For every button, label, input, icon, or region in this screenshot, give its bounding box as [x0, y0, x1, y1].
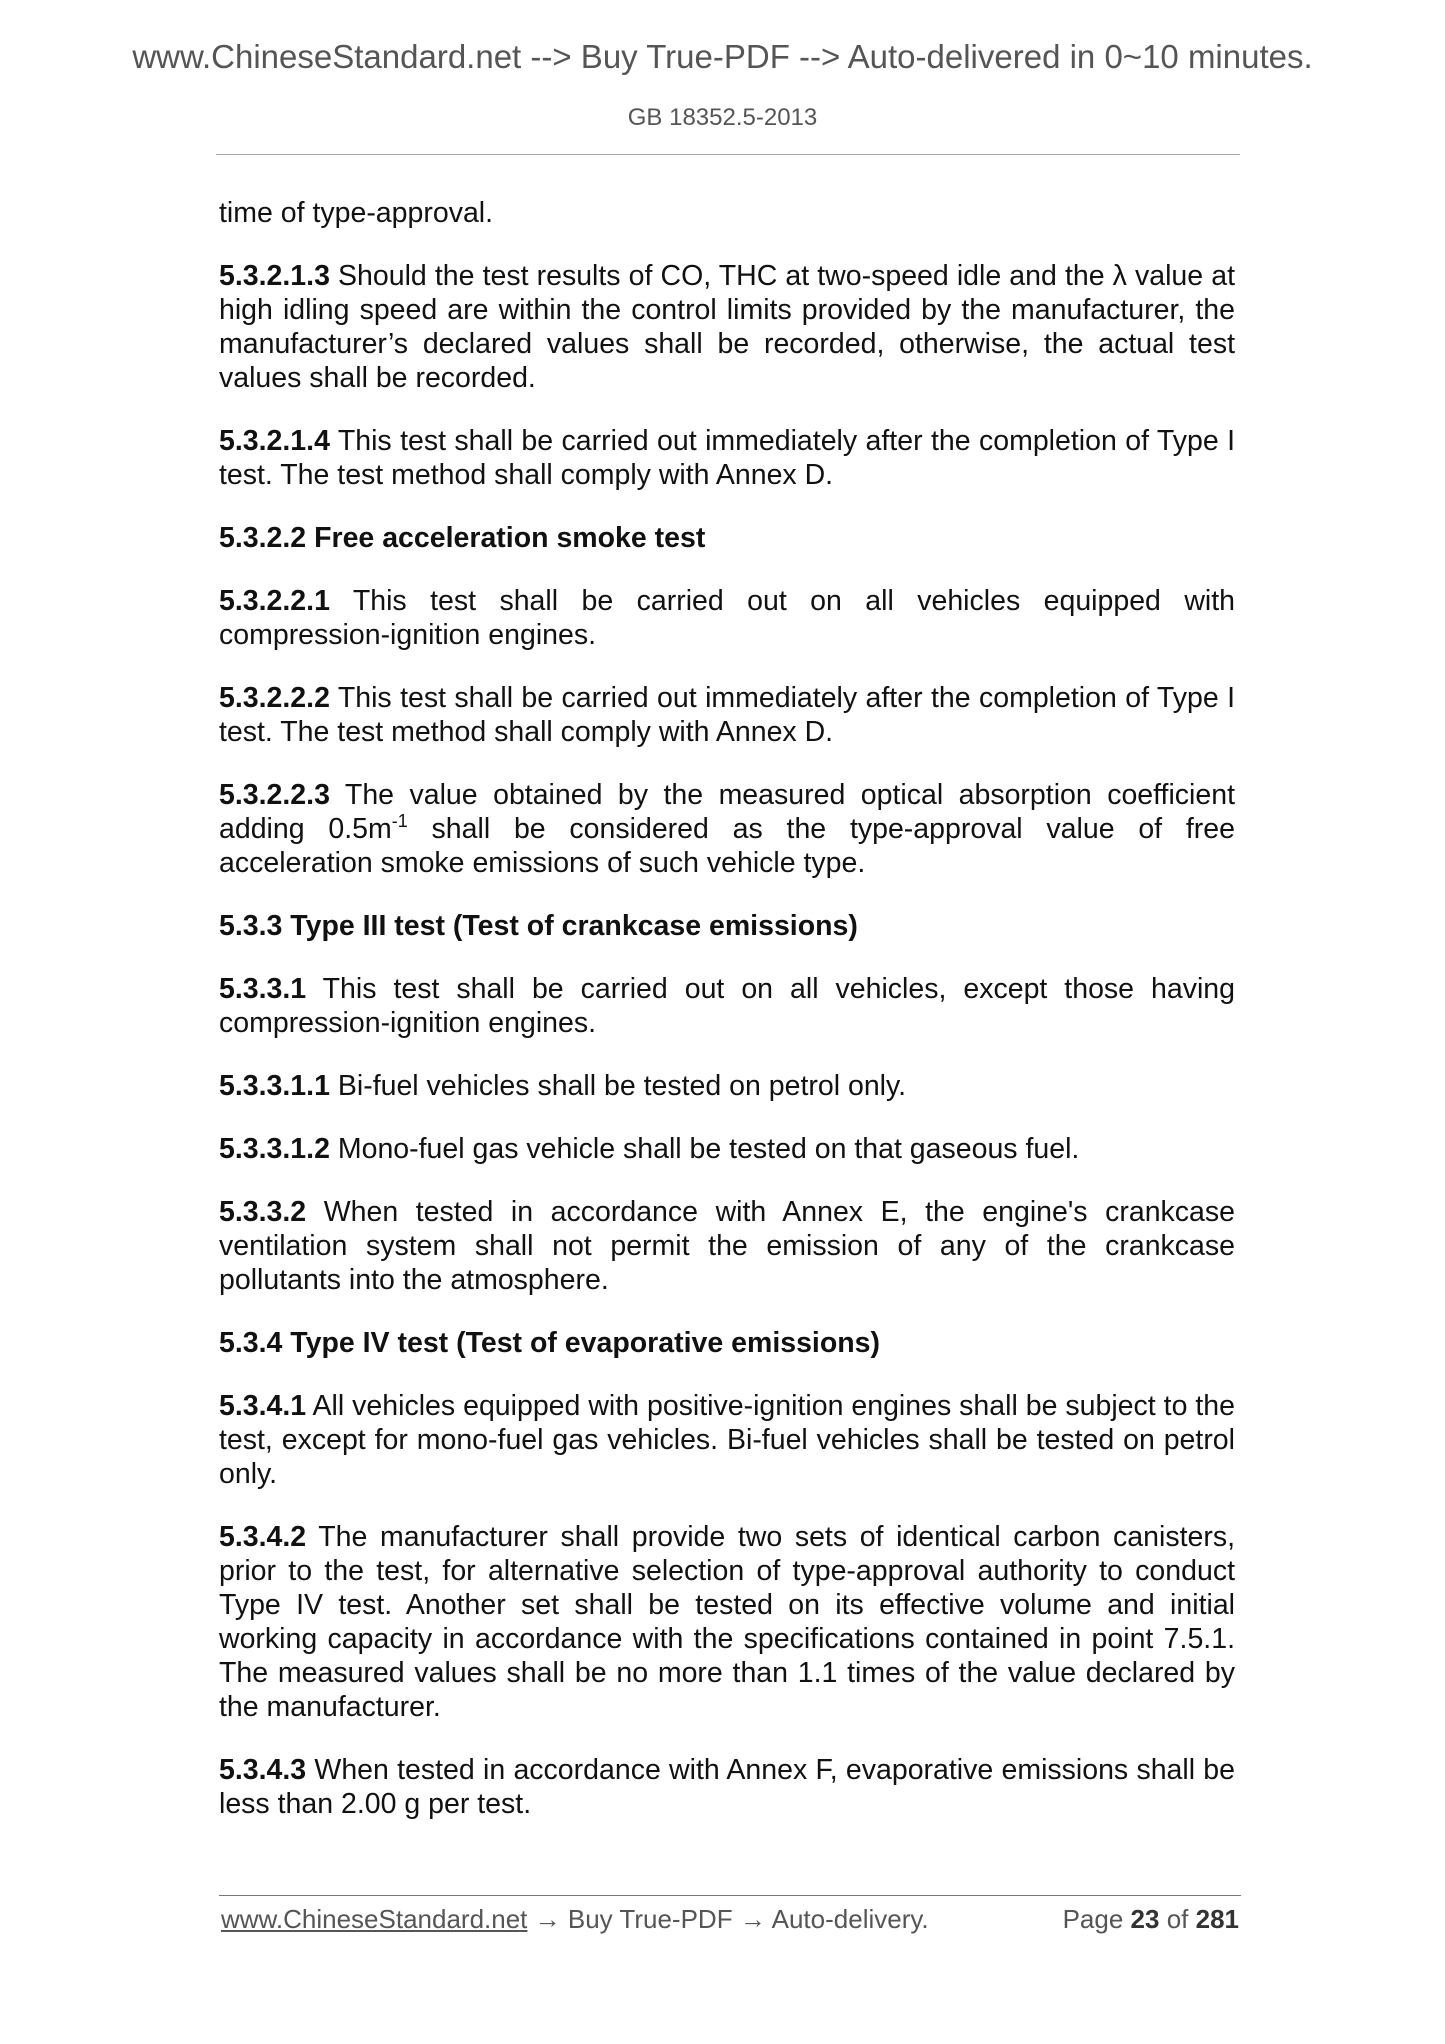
footer-buy-text: Buy True-PDF: [567, 1904, 733, 1934]
paragraph: [219, 196, 1235, 230]
clause-5-3-4-3: [219, 1753, 1235, 1821]
footer-divider: [219, 1895, 1241, 1896]
section-heading-5-3-3: 5.3.3 Type III test (Test of crankcase emissions): [219, 910, 858, 942]
footer-delivery-text: Auto-delivery.: [771, 1904, 929, 1934]
document-code: GB 18352.5-2013: [627, 104, 818, 131]
section-heading-5-3-2-2: 5.3.2.2 Free acceleration smoke test: [219, 522, 706, 554]
page-number: 23: [1130, 1904, 1160, 1934]
clause-5-3-2-1-4: [219, 424, 1235, 492]
clause-number: 5.3.4.3: [219, 1754, 307, 1786]
clause-number: 5.3.2.1.3: [219, 260, 330, 292]
clause-text: The manufacturer shall provide two sets of identical carbon canisters, prior to the test, for alternative selection of type-approval authority to conduct Type IV test. Another set shall be tested on its effective volume and initial working capacity in accordance with the specifications contained in point 7.5.1. The measured values shall be no more than 1.1 times of the value declared by the manufacturer.: [219, 1521, 1235, 1723]
page-indicator: [1063, 1902, 1239, 1936]
clause-number: 5.3.4.2: [219, 1521, 307, 1553]
clause-number: 5.3.3.2: [219, 1196, 307, 1228]
clause-text: When tested in accordance with Annex F, evaporative emissions shall be less than 2.00 g per test.: [219, 1754, 1236, 1820]
clause-text: This test shall be carried out immediately after the completion of Type I test. The test method shall comply with Annex D.: [219, 682, 1235, 748]
clause-number: 5.3.2.2.3: [219, 779, 330, 811]
clause-5-3-2-2-3: [219, 778, 1235, 880]
page-total: 281: [1195, 1904, 1239, 1934]
clause-text: This test shall be carried out on all vehicles, except those having compression-ignition engines.: [219, 973, 1235, 1039]
clause-text: This test shall be carried out on all vehicles equipped with compression-ignition engines.: [219, 585, 1235, 651]
clause-5-3-3-1: [219, 972, 1235, 1040]
clause-number: 5.3.3.1.1: [219, 1070, 330, 1102]
clause-5-3-2-2-1: [219, 584, 1235, 652]
arrow-right-icon: →: [739, 1904, 766, 1934]
clause-text: Should the test results of CO, THC at two-speed idle and the λ value at high idling speed are within the control limits provided by the manufacturer, the manufacturer’s declared values shall be recorded, otherwise, the actual test values shall be recorded.: [219, 260, 1235, 394]
clause-number: 5.3.3.1: [219, 973, 307, 1005]
clause-text: Bi-fuel vehicles shall be tested on petrol only.: [337, 1070, 907, 1102]
clause-5-3-3-2: [219, 1195, 1235, 1297]
clause-5-3-4-2: [219, 1520, 1235, 1724]
clause-text: Mono-fuel gas vehicle shall be tested on that gaseous fuel.: [337, 1133, 1080, 1165]
clause-5-3-2-1-3: [219, 259, 1235, 395]
clause-number: 5.3.2.2.1: [219, 585, 330, 617]
section-heading-5-3-4: 5.3.4 Type IV test (Test of evaporative emissions): [219, 1327, 881, 1359]
clause-number: 5.3.2.2.2: [219, 682, 330, 714]
clause-5-3-2-2-2: [219, 681, 1235, 749]
clause-5-3-3-1-2: [219, 1132, 1235, 1166]
site-link[interactable]: www.ChineseStandard.net: [221, 1904, 528, 1934]
clause-text: This test shall be carried out immediately after the completion of Type I test. The test method shall comply with Annex D.: [219, 425, 1235, 491]
top-banner: www.ChineseStandard.net --> Buy True-PDF --> Auto-delivered in 0~10 minutes.: [132, 38, 1313, 75]
clause-text: The value obtained by the measured optical absorption coefficient adding 0.5m: [219, 779, 1235, 845]
clause-5-3-3-1-1: [219, 1069, 1235, 1103]
page-body: [219, 196, 1235, 1850]
page-label: Page: [1062, 1904, 1124, 1934]
clause-text: When tested in accordance with Annex E, the engine's crankcase ventilation system shall not permit the emission of any of the crankcase pollutants into the atmosphere.: [219, 1196, 1235, 1296]
clause-number: 5.3.4.1: [219, 1390, 307, 1422]
clause-number: 5.3.3.1.2: [219, 1133, 330, 1165]
arrow-right-icon: →: [534, 1904, 561, 1934]
header-divider: [216, 154, 1240, 155]
of-label: of: [1166, 1904, 1189, 1934]
clause-number: 5.3.2.1.4: [219, 425, 330, 457]
footer-promo: [221, 1902, 929, 1936]
clause-text: shall be considered as the type-approval value of free acceleration smoke emissions of such vehicle type.: [219, 813, 1235, 879]
clause-5-3-4-1: [219, 1389, 1235, 1491]
paragraph-text: time of type-approval.: [219, 197, 494, 229]
superscript: -1: [391, 811, 408, 831]
clause-text: All vehicles equipped with positive-ignition engines shall be subject to the test, except for mono-fuel gas vehicles. Bi-fuel vehicles shall be tested on petrol only.: [219, 1390, 1235, 1490]
